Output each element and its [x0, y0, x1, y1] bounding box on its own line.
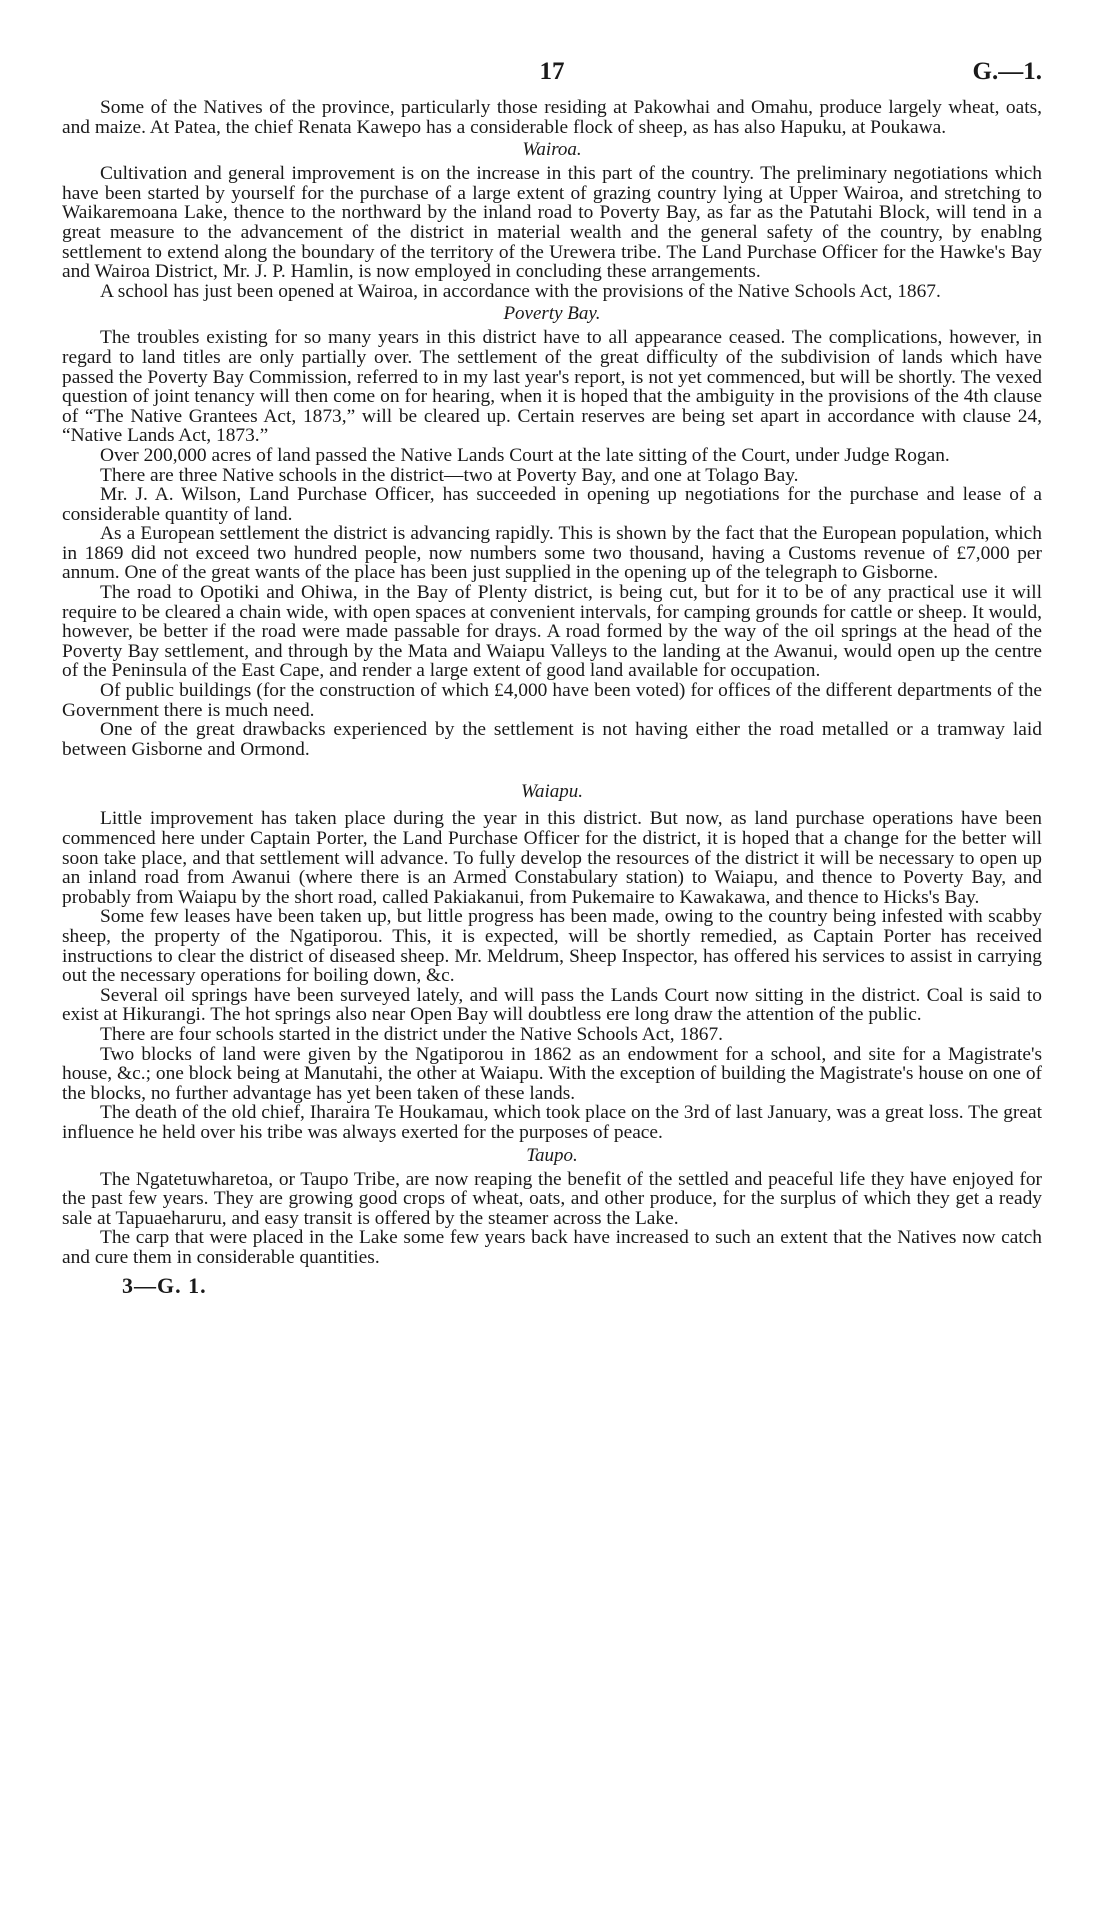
paragraph: Some of the Natives of the province, particularly those residing at Pakowhai and Omahu, produce largely wheat, oats, and maize. At Patea, the chief Renata Kawepo has a considerable flock of sheep, as has also Hapuku, at Poukawa. — [62, 97, 1042, 138]
section-heading-wairoa: Wairoa. — [522, 139, 582, 161]
paragraph: One of the great drawbacks experienced by the settlement is not having either the road metalled or a tramway laid between Gisborne and Ormond. — [62, 719, 1042, 760]
page-number: 17 — [539, 58, 565, 85]
paragraph: Mr. J. A. Wilson, Land Purchase Officer, has succeeded in opening up negotiations for the purchase and lease of a considerable quantity of land. — [62, 484, 1042, 525]
document-reference: G.—1. — [972, 58, 1042, 85]
paragraph: There are three Native schools in the district—two at Poverty Bay, and one at Tolago Bay. — [100, 464, 799, 486]
document-page — [62, 58, 1042, 1918]
section-heading-poverty-bay: Poverty Bay. — [503, 303, 601, 325]
paragraph: Two blocks of land were given by the Ngatiporou in 1862 as an endowment for a school, and site for a Magistrate's house, &c.; one block being at Manutahi, the other at Waiapu. With the exception of building the Magistrate's house on one of the blocks, no further advantage has yet been taken of these lands. — [62, 1043, 1042, 1104]
paragraph: The troubles existing for so many years in this district have to all appearance ceased. The complications, however, in regard to land titles are only partially over. The settlement of the great difficulty of the subdivision of lands which have passed the Poverty Bay Commission, referred to in my last year's report, is not yet commenced, but will be shortly. The vexed question of joint tenancy will then come on for hearing, when it is hoped that the ambiguity in the provisions of the 4th clause of “The Native Grantees Act, 1873,” will be cleared up. Certain reserves are being set apart in accordance with clause 24, “Native Lands Act, 1873.” — [62, 327, 1042, 447]
section-heading-taupo: Taupo. — [526, 1144, 578, 1166]
signature-reference: 3—G. 1. — [122, 1273, 207, 1299]
paragraph: Some few leases have been taken up, but little progress has been made, owing to the country being infested with scabby sheep, the property of the Ngatiporou. This, it is expected, will be shortly remedied, as Captain Porter has received instructions to clear the district of diseased sheep. Mr. Meldrum, Sheep Inspector, has offered his services to assist in carrying out the necessary operations for boiling down, &c. — [62, 906, 1042, 987]
document-body — [62, 98, 1042, 1267]
paragraph: The road to Opotiki and Ohiwa, in the Bay of Plenty district, is being cut, but for it to be of any practical use it will require to be cleared a chain wide, with open spaces at convenient intervals, for camping grounds for cattle or sheep. It would, however, be better if the road were made passable for drays. A road formed by the way of the oil springs at the head of the Poverty Bay settlement, and through by the Mata and Waiapu Valleys to the landing at the Awanui, would open up the centre of the Peninsula of the East Cape, and render a large extent of good land available for occupation. — [62, 582, 1042, 682]
paragraph: Of public buildings (for the construction of which £4,000 have been voted) for offices of the different departments of the Government there is much need. — [62, 680, 1042, 721]
paragraph: Little improvement has taken place during the year in this district. But now, as land purchase operations have been commenced here under Captain Porter, the Land Purchase Officer for the district, it is hoped that a change for the better will soon take place, and that settlement will advance. To fully develop the resources of the district it will be necessary to open up an inland road from Awanui (where there is an Armed Constabulary station) to Waiapu, and thence to Poverty Bay, and probably from Waiapu by the short road, called Pakiakanui, from Pukemaire to Kawakawa, and thence to Hicks's Bay. — [62, 808, 1042, 908]
paragraph: As a European settlement the district is advancing rapidly. This is shown by the fact that the European population, which in 1869 did not exceed two hundred people, now numbers some two thousand, having a Customs revenue of £7,000 per annum. One of the great wants of the place has been just supplied in the opening up of the telegraph to Gisborne. — [62, 523, 1042, 584]
page-header — [62, 58, 1042, 98]
paragraph: The death of the old chief, Iharaira Te Houkamau, which took place on the 3rd of last January, was a great loss. The great influence he held over his tribe was always exerted for the purposes of peace. — [62, 1102, 1042, 1143]
section-heading-waiapu: Waiapu. — [520, 781, 584, 803]
paragraph: There are four schools started in the district under the Native Schools Act, 1867. — [100, 1023, 724, 1045]
paragraph: The carp that were placed in the Lake some few years back have increased to such an extent that the Natives now catch and cure them in considerable quantities. — [62, 1227, 1042, 1268]
paragraph: A school has just been opened at Wairoa, in accordance with the provisions of the Native Schools Act, 1867. — [100, 280, 941, 302]
paragraph: Cultivation and general improvement is on the increase in this part of the country. The preliminary negotiations which have been started by yourself for the purchase of a large extent of grazing country lying at Upper Wairoa, and stretching to Waikaremoana Lake, thence to the northward by the inland road to Poverty Bay, as far as the Patutahi Block, will tend in a great measure to the advancement of the district in material wealth and the general safety of the country, by enablng settlement to extend along the boundary of the territory of the Urewera tribe. The Land Purchase Officer for the Hawke's Bay and Wairoa District, Mr. J. P. Hamlin, is now employed in concluding these arrangements. — [62, 163, 1042, 283]
paragraph: Over 200,000 acres of land passed the Native Lands Court at the late sitting of the Court, under Judge Rogan. — [100, 444, 950, 466]
paragraph: Several oil springs have been surveyed lately, and will pass the Lands Court now sitting in the district. Coal is said to exist at Hikurangi. The hot springs also near Open Bay will doubtless ere long draw the attention of the public. — [62, 984, 1042, 1026]
paragraph: The Ngatetuwharetoa, or Taupo Tribe, are now reaping the benefit of the settled and peaceful life they have enjoyed for the past few years. They are growing good crops of wheat, oats, and other produce, for the surplus of which they get a ready sale at Tapuaeharuru, and easy transit is offered by the steamer across the Lake. — [62, 1168, 1042, 1229]
